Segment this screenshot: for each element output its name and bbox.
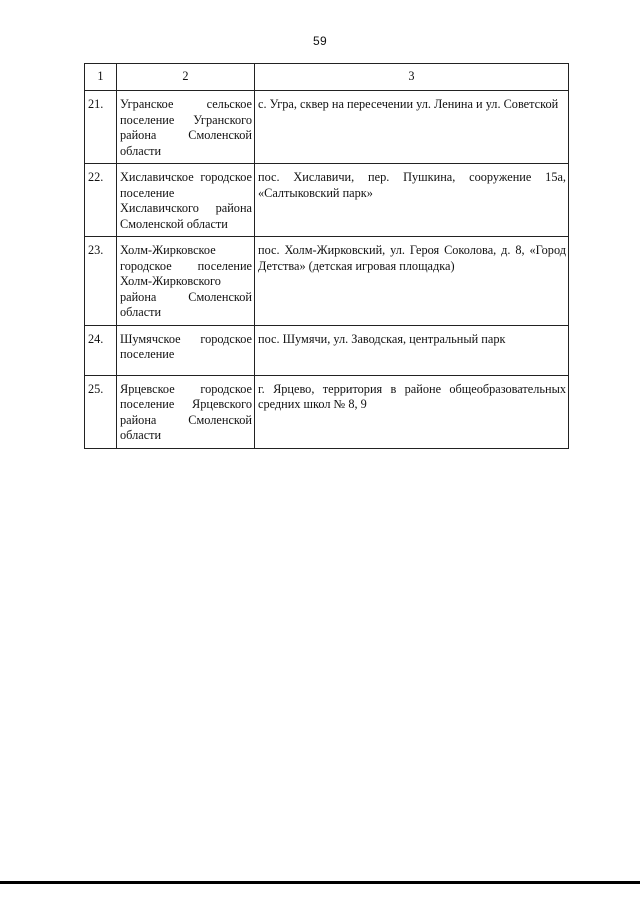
column-header-number: 1 bbox=[85, 64, 117, 91]
table-row bbox=[85, 375, 569, 448]
page-number: 59 bbox=[313, 34, 327, 48]
settlement-name: Ярцевское городское поселение Ярцевского района Смоленской области bbox=[117, 375, 255, 448]
page-bottom-rule bbox=[0, 881, 640, 884]
table-row bbox=[85, 237, 569, 326]
location-description: пос. Холм-Жирковский, ул. Героя Соколова, д. 8, «Город Детства» (детская игровая площадка) bbox=[255, 237, 569, 326]
settlement-name: Угранское сельское поселение Угранского района Смоленской области bbox=[117, 91, 255, 164]
settlement-name: Шумячское городское поселение bbox=[117, 325, 255, 375]
location-description: пос. Шумячи, ул. Заводская, центральный парк bbox=[255, 325, 569, 375]
settlements-table bbox=[84, 63, 569, 449]
table-row bbox=[85, 325, 569, 375]
table-row bbox=[85, 91, 569, 164]
row-number: 23. bbox=[85, 237, 117, 326]
location-description: с. Угра, сквер на пересечении ул. Ленина и ул. Советской bbox=[255, 91, 569, 164]
row-number: 21. bbox=[85, 91, 117, 164]
table-header-row bbox=[85, 64, 569, 91]
column-header-location: 3 bbox=[255, 64, 569, 91]
row-number: 24. bbox=[85, 325, 117, 375]
location-description: пос. Хиславичи, пер. Пушкина, сооружение 15а, «Салтыковский парк» bbox=[255, 164, 569, 237]
row-number: 22. bbox=[85, 164, 117, 237]
settlement-name: Холм-Жирковское городское поселение Холм-Жирковского района Смоленской области bbox=[117, 237, 255, 326]
table-row bbox=[85, 164, 569, 237]
row-number: 25. bbox=[85, 375, 117, 448]
location-description: г. Ярцево, территория в районе общеобразовательных средних школ № 8, 9 bbox=[255, 375, 569, 448]
settlement-name: Хиславичское городское поселение Хиславичского района Смоленской области bbox=[117, 164, 255, 237]
column-header-settlement: 2 bbox=[117, 64, 255, 91]
